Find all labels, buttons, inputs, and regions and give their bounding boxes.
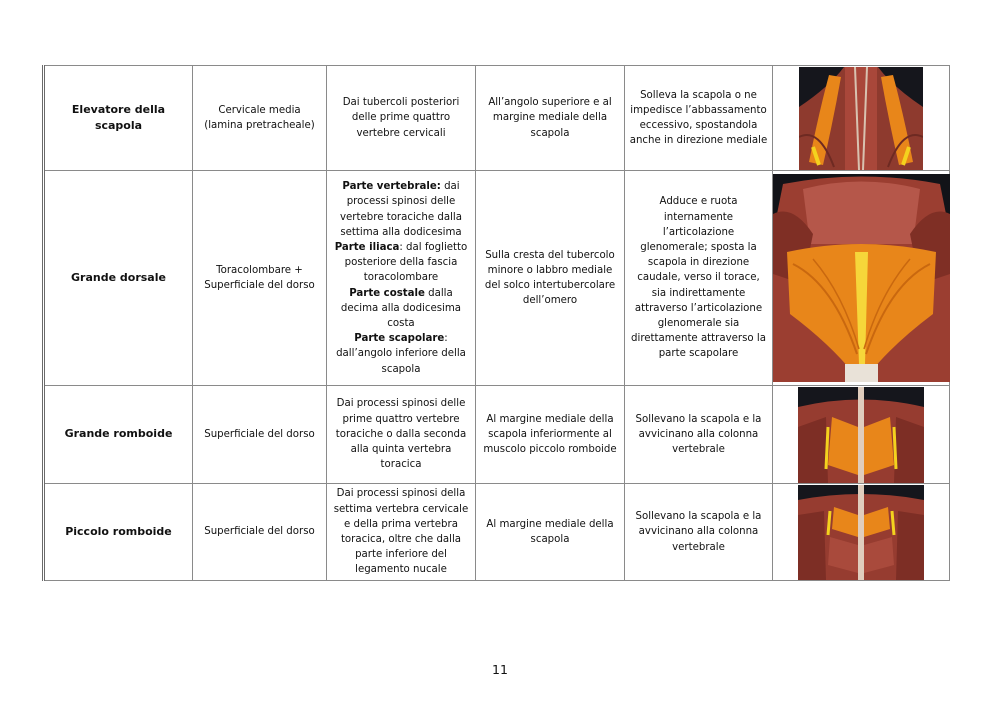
muscle-name: Elevatore della scapola: [71, 102, 166, 132]
fascia-line: Cervicale media: [218, 104, 301, 116]
fascia-cell: [193, 386, 327, 484]
origin-cell: [327, 66, 476, 171]
fascia-line: (lamina pretracheale): [204, 120, 315, 131]
latissimus-dorsi-anatomy-image: [773, 174, 950, 382]
levator-scapulae-anatomy-image: [799, 67, 923, 170]
fascia-line: Superficiale del dorso: [204, 428, 315, 440]
origin-part: Parte vertebrale: dai processi spinosi delle vertebre toraciche dalla settima alla dodicesima: [340, 181, 462, 238]
action-text: Solleva la scapola o ne impedisce l’abbassamento eccessivo, spostandola anche in direzione mediale: [629, 89, 768, 147]
table-row: [44, 386, 950, 484]
fascia-line: Superficiale del dorso: [204, 280, 315, 291]
origin-cell: [327, 386, 476, 484]
insertion-cell: [476, 171, 625, 386]
table-row: [44, 66, 950, 171]
table-row: [44, 171, 950, 386]
action-text: Adduce e ruota internamente l’articolazione glenomerale; sposta la scapola in direzione caudale, verso il torace, sia indirettamente attraverso l’articolazione glenomerale sia direttamente attraverso la parte scapolare: [631, 196, 766, 360]
fascia-cell: [193, 66, 327, 171]
origin-text: Dai tubercoli posteriori delle prime quattro vertebre cervicali: [342, 97, 460, 139]
action-text: Sollevano la scapola e la avvicinano alla colonna vertebrale: [635, 413, 762, 456]
origin-cell: [327, 171, 476, 386]
insertion-text: All’angolo superiore e al margine mediale della scapola: [488, 97, 612, 139]
origin-text: Dai processi spinosi delle prime quattro vertebre toraciche o dalla seconda alla quinta vertebra toracica: [335, 398, 467, 471]
insertion-text: Al margine mediale della scapola inferiormente al muscolo piccolo romboide: [483, 413, 617, 456]
muscle-name: Grande dorsale: [71, 270, 166, 284]
fascia-cell: [193, 484, 327, 581]
table-row: [44, 484, 950, 581]
insertion-text: Al margine mediale della scapola: [486, 518, 614, 545]
action-cell: [625, 66, 773, 171]
muscle-table-page: [42, 65, 948, 581]
fascia-cell: [193, 171, 327, 386]
action-cell: [625, 484, 773, 581]
muscle-name-cell: [44, 484, 193, 581]
action-text: Sollevano la scapola e la avvicinano alla colonna vertebrale: [635, 511, 762, 553]
insertion-cell: [476, 66, 625, 171]
origin-part: Parte iliaca: dal foglietto posteriore della fascia toracolombare: [334, 241, 468, 284]
rhomboid-major-anatomy-image: [798, 387, 924, 483]
image-cell: [773, 171, 950, 386]
action-cell: [625, 386, 773, 484]
insertion-cell: [476, 484, 625, 581]
muscle-name-cell: [44, 66, 193, 171]
image-cell: [773, 484, 950, 581]
origin-part: Parte costale dalla decima alla dodicesima costa: [340, 287, 462, 329]
muscle-name: Piccolo romboide: [65, 524, 172, 538]
page-number: 11: [492, 662, 508, 677]
action-cell: [625, 171, 773, 386]
rhomboid-minor-anatomy-image: [798, 485, 924, 580]
muscle-name: Grande romboide: [64, 427, 173, 441]
muscle-name-cell: [44, 171, 193, 386]
insertion-cell: [476, 386, 625, 484]
image-cell: [773, 386, 950, 484]
origin-text: Dai processi spinosi della settima vertebra cervicale e della prima vertebra toracica, oltre che dalla parte inferiore del legamento nucale: [333, 488, 469, 576]
image-cell: [773, 66, 950, 171]
muscle-table: [42, 65, 950, 581]
insertion-text: Sulla cresta del tubercolo minore o labbro mediale del solco intertubercolare dell’omero: [484, 249, 616, 307]
origin-cell: [327, 484, 476, 581]
muscle-name-cell: [44, 386, 193, 484]
fascia-line: Toracolombare +: [216, 264, 303, 276]
fascia-line: Superficiale del dorso: [204, 526, 315, 538]
origin-part: Parte scapolare: dall’angolo inferiore della scapola: [336, 333, 466, 375]
